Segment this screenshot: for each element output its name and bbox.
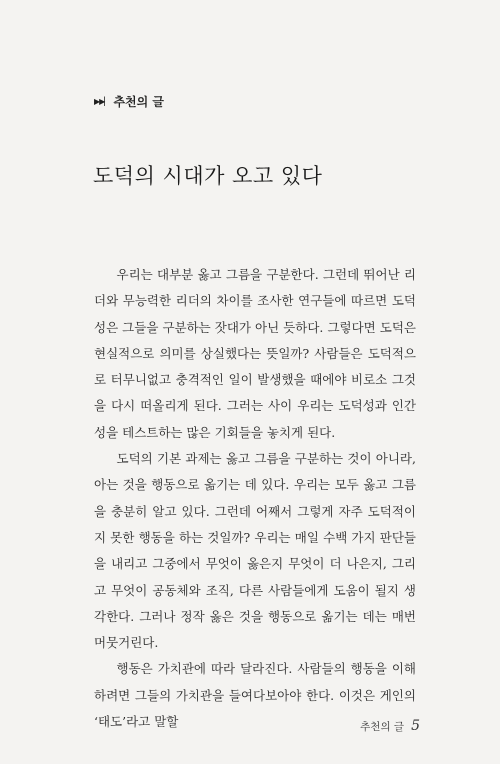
- double-play-arrow-icon: ▶▶▏: [94, 97, 110, 106]
- paragraph-3: 행동은 가치관에 따라 달라진다. 사람들의 행동을 이해하려면 그들의 가치관을 들여다보아야 한다. 이것은 게인의 ‘태도’라고 말할: [94, 661, 416, 730]
- page-footer: [360, 718, 420, 734]
- paragraph-1: 우리는 대부분 옳고 그름을 구분한다. 그런데 뛰어난 리더와 무능력한 리더의 차이를 조사한 연구들에 따르면 도덕성은 그들을 구분하는 잣대가 아닌 듯하다. 그렇다면 도덕은 현실적으로 의미를 상실했다는 뜻일까? 사람들은 도덕적으로 터무니없고 충격적인 일이 발생했을 때에야 비로소 그것을 다시 떠올리게 된다. 그러는 사이 우리는 도덕성과 인간성을 테스트하는 많은 기회들을 놓치게 된다.: [94, 267, 416, 440]
- page-title: 도덕의 시대가 오고 있다: [93, 164, 323, 188]
- page-number: 5: [411, 718, 420, 734]
- body-text: [94, 262, 416, 735]
- paragraph-2: 도덕의 기본 과제는 옳고 그름을 구분하는 것이 아니라, 아는 것을 행동으로 옮기는 데 있다. 우리는 모두 옳고 그름을 충분히 알고 있다. 그런데 어째서 그렇게 자주 도덕적이지 못한 행동을 하는 것일까? 우리는 매일 수백 가지 판단들을 내리고 그중에서 무엇이 옳은지 무엇이 더 나은지, 그리고 무엇이 공동체와 조직, 다른 사람들에게 도움이 될지 생각한다. 그러나 정작 옳은 것을 행동으로 옮기는 데는 매번 머뭇거린다.: [94, 451, 416, 651]
- section-label-text: 추천의 글: [113, 95, 165, 109]
- running-title: 추천의 글: [360, 721, 405, 733]
- section-label: [94, 93, 164, 110]
